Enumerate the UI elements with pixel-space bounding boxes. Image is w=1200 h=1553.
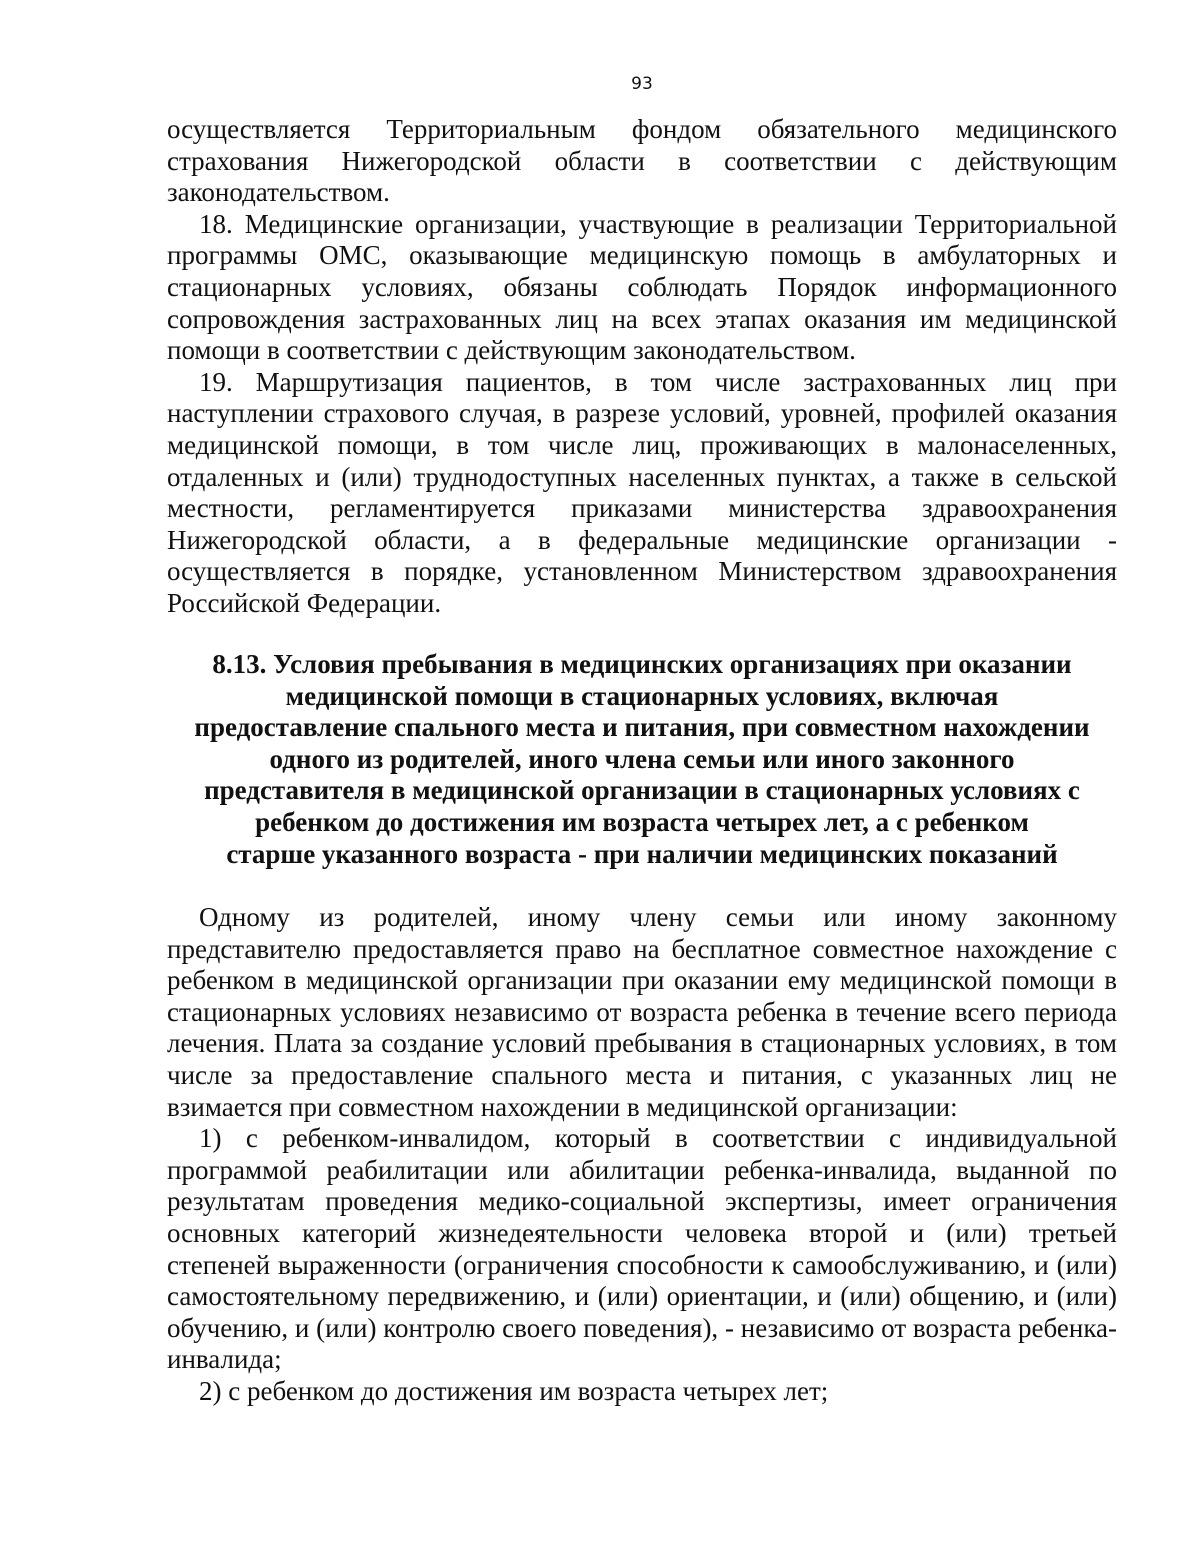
paragraph-item-18: 18. Медицинские организации, участвующие в реализации Территориальной программы ОМС, оказывающие медицинскую помощь в амбулаторных и стационарных условиях, обязаны соблюдать Порядок информационного сопровождения застрахованных лиц на всех этапах оказания им медицинской помощи в соответствии с действующим законодательством. — [167, 208, 1117, 366]
body-text-top — [167, 114, 1117, 620]
section-heading-line: представителя в медицинской организации в стационарных условиях с — [204, 775, 1080, 806]
section-heading-line: 8.13. Условия пребывания в медицинских организациях при оказании — [212, 649, 1072, 679]
section-heading-line: предоставление спального места и питания, при совместном нахождении — [194, 712, 1090, 743]
section-heading-line: старше указанного возраста - при наличии медицинских показаний — [226, 838, 1058, 869]
section-heading-line: медицинской помощи в стационарных условиях, включая — [285, 680, 999, 711]
section-heading-line: одного из родителей, иного члена семьи или иного законного — [269, 743, 1015, 774]
paragraph-list-item-2: 2) с ребенком до достижения им возраста четырех лет; — [199, 1375, 829, 1406]
document-page — [167, 0, 1117, 1553]
page-number: 93 — [631, 74, 653, 94]
body-text-bottom — [167, 902, 1117, 1408]
paragraph-intro: Одному из родителей, иному члену семьи или иному законному представителю предоставляется право на бесплатное совместное нахождение с ребенком в медицинской организации при оказании ему медицинской помощи в стационарных условиях независимо от возраста ребенка в течение всего периода лечения. Плата за создание условий пребывания в стационарных условиях, в том числе за предоставление спального места и питания, с указанных лиц не взимается при совместном нахождении в медицинской организации: — [167, 902, 1117, 1122]
paragraph-list-item-1: 1) с ребенком-инвалидом, который в соответствии с индивидуальной программой реабилитации или абилитации ребенка-инвалида, выданной по результатам проведения медико-социальной экспертизы, имеет ограничения основных категорий жизнедеятельности человека второй и (или) третьей степеней выраженности (ограничения способности к самообслуживанию, и (или) самостоятельному передвижению, и (или) ориентации, и (или) общению, и (или) обучению, и (или) контролю своего поведения), - независимо от возраста ребенка-инвалида; — [167, 1123, 1117, 1375]
paragraph-item-19: 19. Маршрутизация пациентов, в том числе застрахованных лиц при наступлении страхового случая, в разрезе условий, уровней, профилей оказания медицинской помощи, в том числе лиц, проживающих в малонаселенных, отдаленных и (или) труднодоступных населенных пунктах, а также в сельской местности, регламентируется приказами министерства здравоохранения Нижегородской области, а в федеральные медицинские организации - осуществляется в порядке, установленном Министерством здравоохранения Российской Федерации. — [167, 366, 1117, 618]
paragraph-continuation: осуществляется Территориальным фондом обязательного медицинского страхования Нижегородской области в соответствии с действующим законодательством. — [167, 114, 1117, 208]
section-heading-line: ребенком до достижения им возраста четырех лет, а с ребенком — [255, 806, 1029, 837]
section-heading — [167, 649, 1117, 870]
